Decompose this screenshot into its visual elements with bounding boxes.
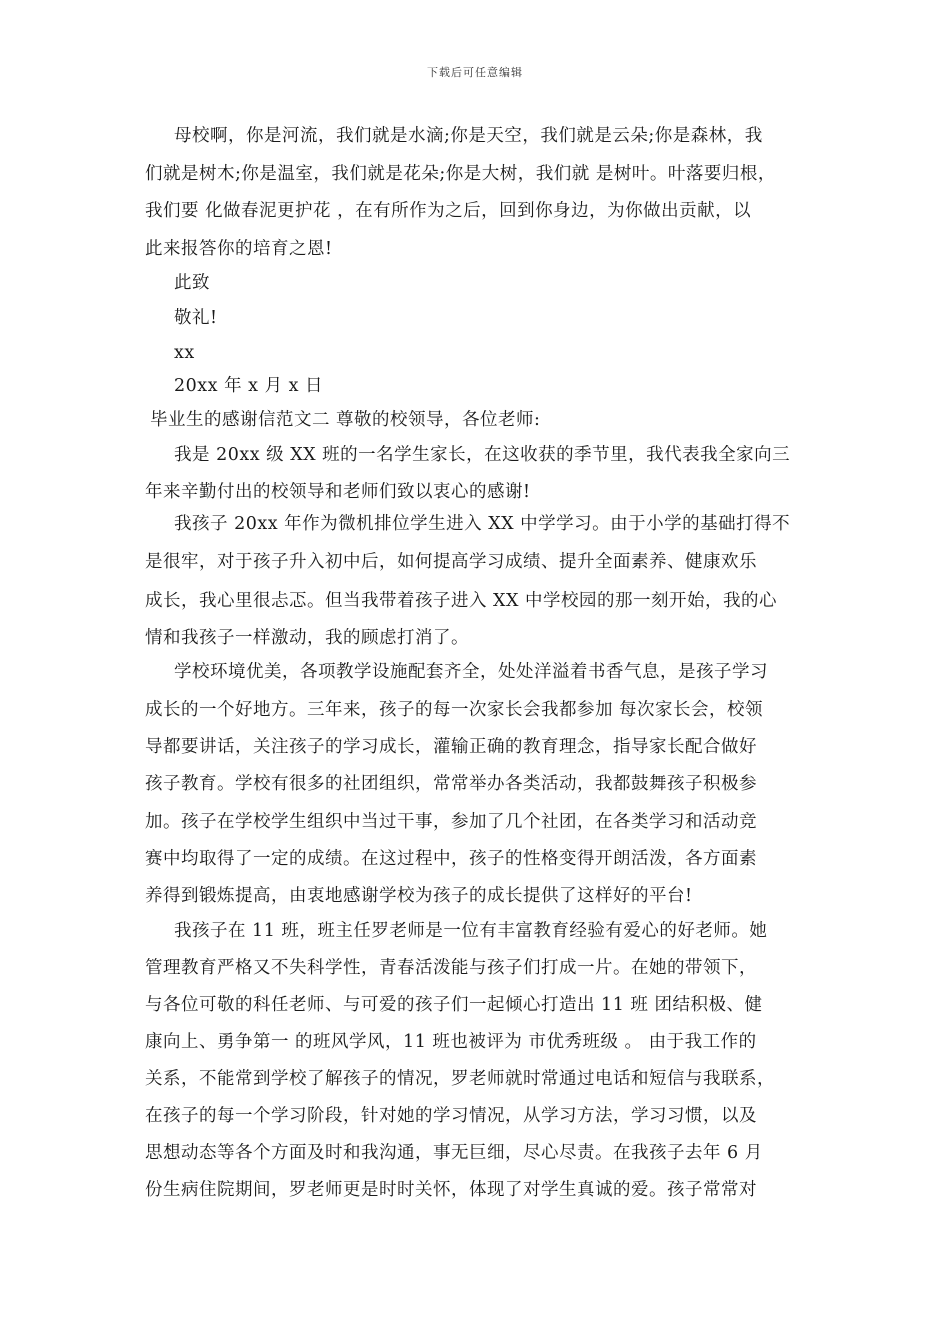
section-title: 毕业生的感谢信范文二 尊敬的校领导，各位老师:	[150, 410, 541, 430]
text-line: 孩子教育。学校有很多的社团组织，常常举办各类活动，我都鼓舞孩子积极参	[145, 774, 757, 794]
text-line: 我是 20xx 级 XX 班的一名学生家长，在这收获的季节里，我代表我全家向三	[174, 445, 791, 465]
text-line: 成长，我心里很忐忑。但当我带着孩子进入 XX 中学校园的那一刻开始，我的心	[145, 591, 778, 611]
text-line: 我孩子 20xx 年作为微机排位学生进入 XX 中学学习。由于小学的基础打得不	[174, 514, 791, 534]
text-line: 在孩子的每一个学习阶段，针对她的学习情况，从学习方法，学习习惯，以及	[145, 1106, 757, 1126]
text-line: 导都要讲话，关注孩子的学习成长，灌输正确的教育理念，指导家长配合做好	[145, 737, 757, 757]
text-line: 养得到锻炼提高，由衷地感谢学校为孩子的成长提供了这样好的平台!	[145, 886, 693, 906]
text-line: 我孩子在 11 班，班主任罗老师是一位有丰富教育经验有爱心的好老师。她	[174, 921, 768, 941]
text-line: 加。孩子在学校学生组织中当过干事，参加了几个社团，在各类学习和活动竞	[145, 812, 757, 832]
text-line: 成长的一个好地方。三年来，孩子的每一次家长会我都参加 每次家长会，校领	[145, 700, 764, 720]
text-line: 是很牢，对于孩子升入初中后，如何提高学习成绩、提升全面素养、健康欢乐	[145, 552, 757, 572]
text-line: 们就是树木;你是温室，我们就是花朵;你是大树，我们就 是树叶。叶落要归根，	[145, 164, 776, 184]
text-line: 康向上、勇争第一 的班风学风，11 班也被评为 市优秀班级 。 由于我工作的	[145, 1032, 757, 1052]
text-line: 关系，不能常到学校了解孩子的情况，罗老师就时常通过电话和短信与我联系，	[145, 1069, 775, 1089]
text-line: 我们要 化做春泥更护花 ，在有所作为之后，回到你身边，为你做出贡献，以	[145, 201, 752, 221]
text-line: 20xx 年 x 月 x 日	[174, 376, 324, 396]
text-line: 管理教育严格又不失科学性，青春活泼能与孩子们打成一片。在她的带领下，	[145, 958, 757, 978]
page-header: 下载后可任意编辑	[427, 66, 523, 79]
text-line: 年来辛勤付出的校领导和老师们致以衷心的感谢!	[145, 482, 531, 502]
text-line: 份生病住院期间，罗老师更是时时关怀，体现了对学生真诚的爱。孩子常常对	[145, 1180, 757, 1200]
text-line: 思想动态等各个方面及时和我沟通，事无巨细，尽心尽责。在我孩子去年 6 月	[145, 1143, 763, 1163]
text-line: 学校环境优美，各项教学设施配套齐全，处处洋溢着书香气息，是孩子学习	[174, 662, 768, 682]
text-line: xx	[174, 343, 195, 363]
text-line: 此致	[174, 273, 210, 293]
text-line: 情和我孩子一样激动，我的顾虑打消了。	[145, 628, 469, 648]
text-line: 母校啊，你是河流，我们就是水滴;你是天空，我们就是云朵;你是森林，我	[174, 126, 763, 146]
text-line: 此来报答你的培育之恩!	[145, 239, 333, 259]
text-line: 与各位可敬的科任老师、与可爱的孩子们一起倾心打造出 11 班 团结积极、健	[145, 995, 763, 1015]
text-line: 敬礼!	[174, 308, 218, 328]
text-line: 赛中均取得了一定的成绩。在这过程中，孩子的性格变得开朗活泼，各方面素	[145, 849, 757, 869]
